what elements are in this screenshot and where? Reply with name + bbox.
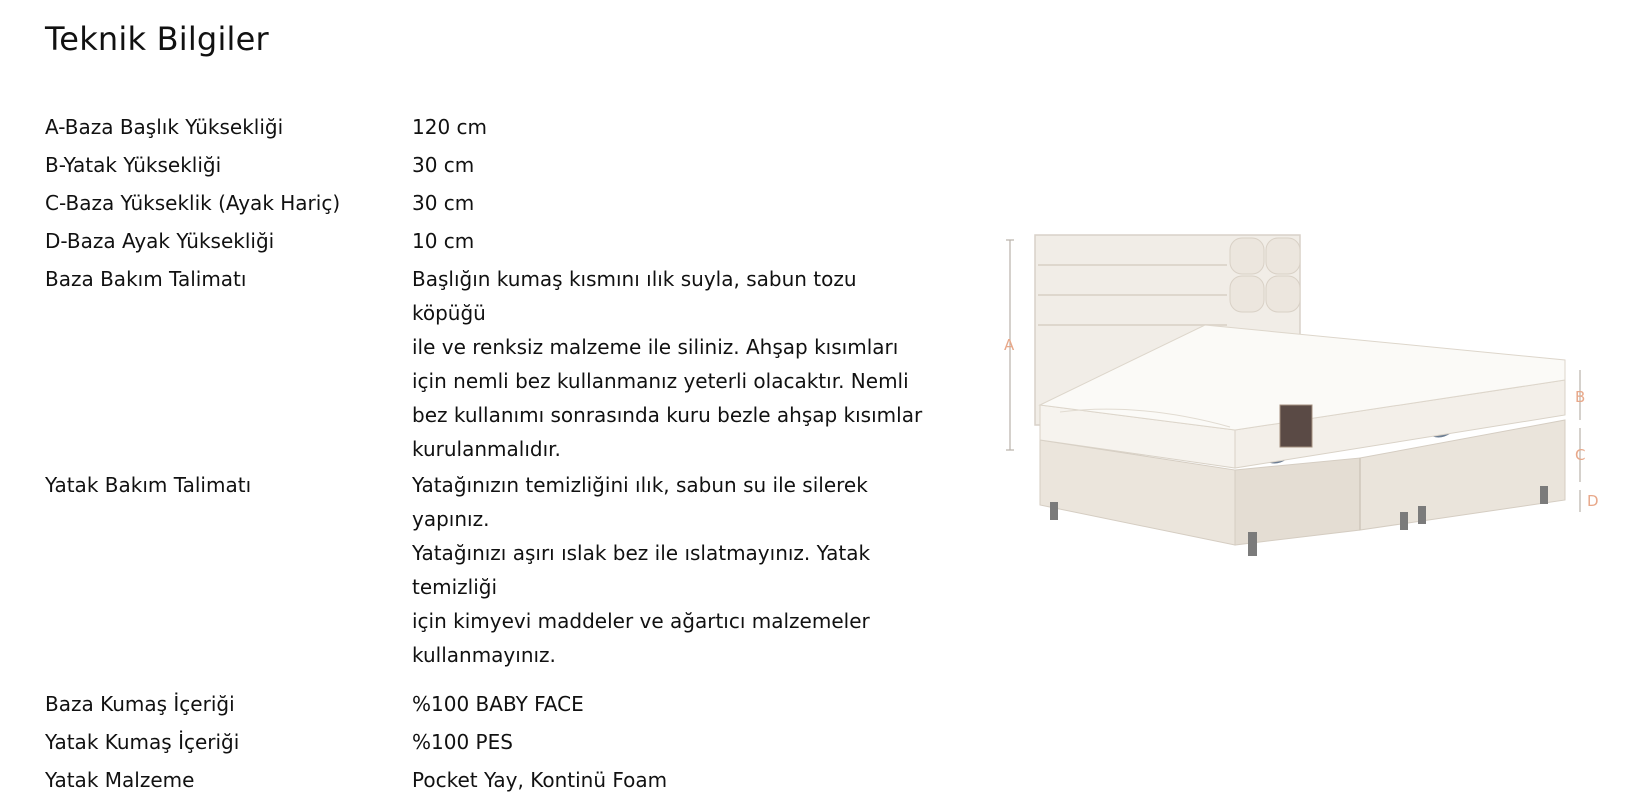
- bed-product-image: [980, 200, 1640, 620]
- spec-row-base-care: [45, 260, 945, 466]
- dimension-letter-a: A: [1004, 336, 1015, 354]
- spec-row-mattress-material: [45, 761, 945, 799]
- spec-label: C-Baza Yükseklik (Ayak Hariç): [45, 191, 341, 215]
- spec-row-mattress-care: [45, 466, 945, 672]
- spec-value: 10 cm: [412, 229, 475, 253]
- dimension-letter-c: C: [1575, 446, 1586, 464]
- dimension-d: [1580, 490, 1599, 512]
- spec-label: Baza Bakım Talimatı: [45, 267, 247, 291]
- spec-label: Baza Kumaş İçeriği: [45, 692, 235, 716]
- dimension-letter-b: B: [1575, 388, 1586, 406]
- dimension-c: [1575, 428, 1585, 482]
- spec-row-mattress-height: [45, 146, 945, 184]
- dimension-letter-d: D: [1587, 492, 1599, 510]
- spec-value: %100 PES: [412, 730, 513, 754]
- spec-list-dimensions: [45, 108, 945, 672]
- spec-value: Başlığın kumaş kısmını ılık suyla, sabun tozu köpüğü ile ve renksiz malzeme ile siliniz. Ahşap kısımları için nemli bez kullanmanız yeterli olacaktır. Nemli bez kullanımı sonrasında kuru bezle ahşap kısımlar kurulanmalıdır.: [412, 267, 923, 461]
- spec-row-base-fabric: [45, 685, 945, 723]
- spec-row-leg-height: [45, 222, 945, 260]
- spec-label: Yatak Malzeme: [45, 768, 195, 792]
- spec-value: Pocket Yay, Kontinü Foam: [412, 768, 668, 792]
- dimension-b: [1575, 370, 1585, 420]
- spec-label: Yatak Kumaş İçeriği: [45, 730, 240, 754]
- spec-row-base-height: [45, 184, 945, 222]
- spec-value: 30 cm: [412, 191, 475, 215]
- dimension-a: [1004, 240, 1015, 450]
- spec-label: D-Baza Ayak Yüksekliği: [45, 229, 275, 253]
- spec-value: Yatağınızın temizliğini ılık, sabun su ile silerek yapınız. Yatağınızı aşırı ıslak bez ile ıslatmayınız. Yatak temizliği için kimyevi maddeler ve ağartıcı malzemeler kullanmayınız.: [412, 473, 871, 667]
- spec-row-mattress-fabric: [45, 723, 945, 761]
- spec-label: Yatak Bakım Talimatı: [45, 473, 252, 497]
- spec-label: B-Yatak Yüksekliği: [45, 153, 222, 177]
- spec-value: %100 BABY FACE: [412, 692, 584, 716]
- spec-value: 120 cm: [412, 115, 488, 139]
- spec-list-materials: [45, 685, 945, 799]
- spec-row-headboard-height: [45, 108, 945, 146]
- spec-value: 30 cm: [412, 153, 475, 177]
- spec-label: A-Baza Başlık Yüksekliği: [45, 115, 284, 139]
- page-title: Teknik Bilgiler: [45, 20, 269, 58]
